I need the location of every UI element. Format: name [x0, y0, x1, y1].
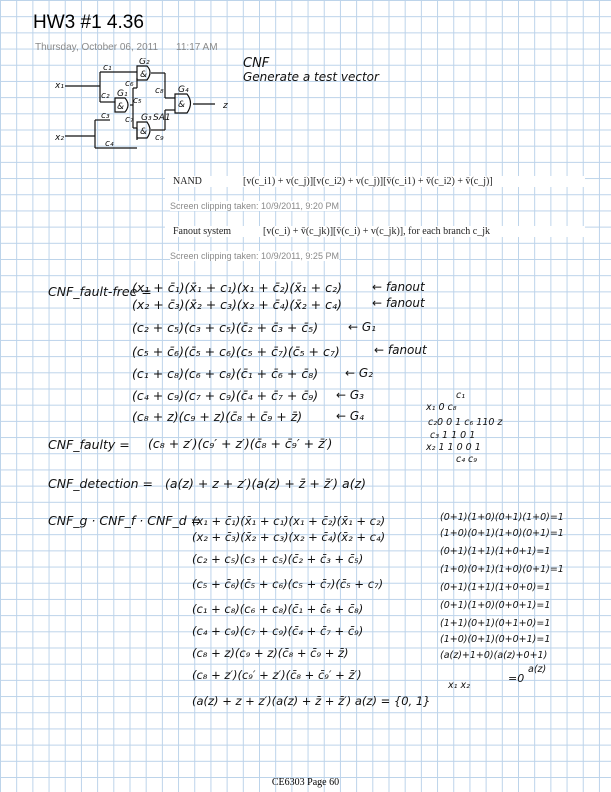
annotation-g4: ← G₄	[336, 409, 364, 423]
cnf-subheading: Generate a test vector	[243, 70, 379, 84]
cnf-product-line-6: (c₄ + c₉)(c₇ + c₉)(c̄₄ + c̄₇ + c̄₉)	[192, 624, 364, 638]
cnf-product-line-4: (c₅ + c̄₆)(c̄₅ + c₆)(c₅ + c̄₇)(c̄₅ + c₇)	[192, 577, 384, 591]
gate-g1-symbol: &	[117, 102, 125, 112]
side-note-line-1: c₁	[456, 390, 466, 401]
nand-formula: [v(c_i1) + v(c_j)][v(c_i2) + v(c_j)][v̄(c_i1) + v̄(c_i2) + v̄(c_j)]	[243, 176, 493, 187]
side-note-line-5: x₂ 1 1 0 0 1	[426, 442, 481, 453]
cnf-product-line-8: (c₈ + z′)(c₉′ + z′)(c̄₈ + c̄₉′ + z̄′)	[192, 668, 362, 682]
label-c8: c₈	[155, 86, 164, 96]
eval-line-8: (1+0)(0+1)(0+0+1)=1	[440, 634, 551, 645]
annotation-fanout-2: ← fanout	[372, 296, 425, 310]
label-c1: c₁	[103, 63, 112, 73]
annotation-fanout-3: ← fanout	[374, 343, 427, 357]
fanout-formula: [v(c_i) + v̄(c_jk)][v̄(c_i) + v(c_jk)], for each branch c_jk	[263, 226, 491, 237]
input-x2-label: x₂	[55, 133, 64, 143]
cnf-fault-free-line-4: (c₅ + c̄₆)(c̄₅ + c₆)(c₅ + c̄₇)(c̄₅ + c₇)	[132, 344, 340, 359]
label-c4: c₄	[105, 139, 114, 149]
cnf-fault-free-label: CNF_fault-free =	[48, 284, 152, 299]
label-g1: G₁	[117, 89, 128, 99]
label-sa1: SA1	[153, 113, 171, 123]
annotation-fanout-1: ← fanout	[372, 280, 425, 294]
input-x1-label: x₁	[55, 81, 64, 91]
side-note-line-2: x₁ 0 c₈	[426, 402, 457, 413]
cnf-product-line-1: (x₁ + c̄₁)(x̄₁ + c₁)(x₁ + c̄₂)(x̄₁ + c₂)	[192, 514, 386, 528]
fanout-label: Fanout system	[173, 226, 232, 237]
cnf-product-line-3: (c₂ + c₅)(c₃ + c₅)(c̄₂ + c̄₃ + c̄₅)	[192, 552, 364, 566]
eval-line-9: (a(z)+1+0)(a(z)+0+1)	[440, 650, 548, 661]
annotation-g2: ← G₂	[345, 366, 373, 380]
label-c2: c₂	[101, 91, 110, 101]
clipping-caption-1: Screen clipping taken: 10/9/2011, 9:20 PM	[170, 201, 339, 211]
cnf-detection-label: CNF_detection =	[48, 476, 153, 491]
label-g2: G₂	[139, 58, 150, 67]
gate-g2-symbol: &	[140, 70, 148, 80]
page-footer: CE6303 Page 60	[271, 777, 340, 788]
gate-g4-symbol: &	[178, 100, 186, 110]
gate-g3-symbol: &	[140, 127, 148, 137]
result-variables: x₁ x₂	[448, 680, 470, 691]
label-g4: G₄	[178, 85, 189, 95]
label-c6: c₆	[125, 79, 134, 89]
cnf-fault-free-line-1: (x₁ + c̄₁)(x̄₁ + c₁)(x₁ + c̄₂)(x̄₁ + c₂)	[132, 280, 342, 295]
output-z-label: z	[223, 101, 228, 111]
eval-line-3: (0+1)(1+1)(1+0+1)=1	[440, 546, 551, 557]
label-c9: c₉	[155, 133, 164, 143]
cnf-faulty-label: CNF_faulty =	[48, 437, 130, 452]
side-note-line-6: c₄ c₉	[456, 454, 478, 465]
cnf-fault-free-line-7: (c₈ + z)(c₉ + z)(c̄₈ + c̄₉ + z̄)	[132, 409, 303, 424]
eval-line-10: a(z)	[528, 664, 547, 675]
cnf-fault-free-line-3: (c₂ + c₅)(c₃ + c₅)(c̄₂ + c̄₃ + c̄₅)	[132, 320, 319, 335]
page-date	[35, 42, 218, 53]
label-c3: c₃	[101, 111, 110, 121]
side-note-line-4: c₃ 1 1 0 1	[430, 430, 476, 441]
cnf-product-line-2: (x₂ + c̄₃)(x̄₂ + c₃)(x₂ + c̄₄)(x̄₂ + c₄)	[192, 530, 386, 544]
annotation-g1: ← G₁	[348, 320, 376, 334]
cnf-fault-free-line-2: (x₂ + c̄₃)(x̄₂ + c₃)(x₂ + c̄₄)(x̄₂ + c₄)	[132, 297, 342, 312]
annotation-g3: ← G₃	[336, 388, 364, 402]
eval-line-7: (1+1)(0+1)(0+1+0)=1	[440, 618, 551, 629]
cnf-fault-free-line-6: (c₄ + c₉)(c₇ + c₉)(c̄₄ + c̄₇ + c̄₉)	[132, 388, 319, 403]
time-text: 11:17 AM	[176, 42, 218, 53]
cnf-fault-free-line-5: (c₁ + c₈)(c₆ + c₈)(c̄₁ + c̄₆ + c̄₈)	[132, 366, 319, 381]
cnf-product-line-5: (c₁ + c₈)(c₆ + c₈)(c̄₁ + c̄₆ + c̄₈)	[192, 602, 364, 616]
fanout-clipping	[165, 226, 585, 237]
eval-line-1: (0+1)(1+0)(0+1)(1+0)=1	[440, 512, 564, 523]
clipping-caption-2: Screen clipping taken: 10/9/2011, 9:25 PM	[170, 251, 339, 261]
cnf-product-line-7: (c₈ + z)(c₉ + z)(c̄₈ + c̄₉ + z̄)	[192, 646, 349, 660]
label-c7: c₇	[125, 115, 134, 125]
label-g3: G₃	[141, 113, 152, 123]
eval-line-11: =0	[508, 672, 525, 685]
cnf-product-line-9: (a(z) + z + z′)(a(z) + z̄ + z̄′) a(z) = {0, 1}	[192, 694, 431, 708]
circuit-diagram	[55, 58, 255, 156]
eval-line-6: (0+1)(1+0)(0+0+1)=1	[440, 600, 551, 611]
cnf-faulty-expr: (c₈ + z′)(c₉′ + z′)(c̄₈ + c̄₉′ + z̄′)	[148, 436, 333, 451]
date-text: Thursday, October 06, 2011	[35, 42, 159, 53]
nand-clipping	[165, 176, 585, 187]
cnf-heading: CNF	[243, 56, 270, 71]
label-c5: c₅	[133, 96, 142, 106]
eval-line-5: (0+1)(1+1)(1+0+0)=1	[440, 582, 551, 593]
cnf-detection-expr: (a(z) + z + z′)(a(z) + z̄ + z̄′) a(z)	[165, 476, 367, 491]
eval-line-4: (1+0)(0+1)(1+0)(0+1)=1	[440, 564, 564, 575]
side-note-line-3: c₂0 0 1 c₆ 110 z	[428, 417, 503, 428]
cnf-product-label: CNF_g · CNF_f · CNF_d =	[48, 513, 202, 528]
eval-line-2: (1+0)(0+1)(1+0)(0+1)=1	[440, 528, 564, 539]
nand-label: NAND	[173, 176, 202, 187]
page-title: HW3 #1 4.36	[33, 12, 144, 33]
